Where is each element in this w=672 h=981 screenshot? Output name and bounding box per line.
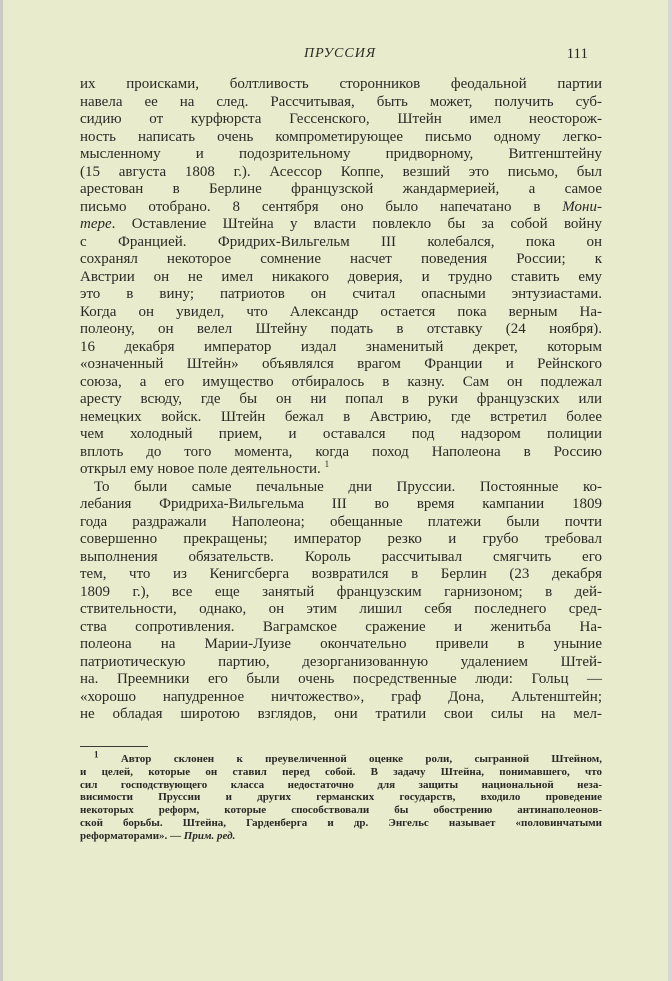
text-line: союза, а его имущество отбиралось в казну. Сам он подлежал xyxy=(80,373,602,390)
page-number: 111 xyxy=(566,46,588,62)
text-line: (15 августа 1808 г.). Асессор Коппе, везший это письмо, был xyxy=(80,163,602,180)
running-head-title: ПРУССИЯ xyxy=(303,46,377,61)
text-line xyxy=(80,479,602,497)
text-line xyxy=(80,216,602,234)
text-segment: письмо отобрано. 8 сентября оно было напечатано в xyxy=(80,198,563,215)
text-line: ность написать очень компрометирующее письмо одному легко- xyxy=(80,128,602,145)
footnote xyxy=(80,749,602,843)
text-line: сидию от курфюрста Гессенского, Штейн имел неосторож- xyxy=(80,111,602,127)
footnote-marker: 1 xyxy=(324,459,330,469)
text-line: немецких войск. Штейн бежал в Австрию, где встретил более xyxy=(80,408,602,425)
text-segment: открыл ему новое поле деятельности. xyxy=(80,461,325,477)
text-segment: реформаторами». — xyxy=(80,829,184,842)
text-line: мысленному и подозрительному придворному, Витгенштейну xyxy=(80,146,602,162)
text-line: сохранял некоторое сомнение насчет поведения России; к xyxy=(80,251,602,267)
italic-text: Мони- xyxy=(562,198,602,215)
text-line xyxy=(80,199,602,217)
text-line: ства сопротивления. Ваграмское сражение и женитьба На- xyxy=(80,618,602,635)
text-line: Когда он увидел, что Александр остается пока верным На- xyxy=(80,303,602,320)
text-line: арестован в Берлине французской жандармерией, а самое xyxy=(80,181,602,197)
text-segment: . Оставление Штейна у власти повлекло бы за собой войну xyxy=(111,216,602,232)
scan-edge-left xyxy=(0,0,3,981)
text-line: совершенно прекращены; император резко и грубо требовал xyxy=(80,531,602,547)
text-line: «хорошо напудренное ничтожество», граф Дона, Альтенштейн; xyxy=(80,688,602,705)
text-line: выполнения обязательств. Король рассчитывал смягчить его xyxy=(80,548,602,565)
text-line: аресту всюду, где бы он ни попал в руки французских или xyxy=(80,391,602,407)
text-line: года раздражали Наполеона; обещанные платежи были почти xyxy=(80,513,602,530)
text-segment: То были самые печальные дни Пруссии. Постоянные ко- xyxy=(94,478,602,495)
footnote-line: и целей, которые он ставил перед собой. В задачу Штейна, понимавшего, что xyxy=(80,765,602,778)
text-line: Австрии он не имел никакого доверия, и трудно ставить ему xyxy=(80,268,602,285)
text-line: вплоть до того момента, когда поход Наполеона в Россию xyxy=(80,443,602,460)
text-line: тем, что из Кенигсберга возвратился в Берлин (23 декабря xyxy=(80,566,602,582)
text-line xyxy=(80,461,602,479)
footnote-line xyxy=(80,749,602,766)
footnote-line: некоторых реформ, которые способствовали бы обострению антинаполеонов- xyxy=(80,804,602,817)
italic-text: Прим. ред. xyxy=(183,829,236,842)
text-line: патриотическую партию, дезорганизованную удалением Штей- xyxy=(80,653,602,670)
text-line: полеону, он велел Штейну подать в отставку (24 ноября). xyxy=(80,321,602,337)
text-line: не обладая широтою взглядов, они тратили свои силы на мел- xyxy=(80,706,602,722)
text-line: на. Преемники его были очень посредственные люди: Гольц — xyxy=(80,671,602,687)
text-line: ствительности, однако, он этим лишил себя последнего сред- xyxy=(80,601,602,617)
footnote-line: сил господствующего класса недостаточно для защиты национальной неза- xyxy=(80,778,602,791)
text-line: с Францией. Фридрих-Вильгельм III колебался, пока он xyxy=(80,233,602,250)
text-line: это в вину; патриотов он считал опасными энтузиастами. xyxy=(80,286,602,302)
text-line: лебания Фридриха-Вильгельма III во время кампании 1809 xyxy=(80,496,602,512)
scan-edge-right xyxy=(668,0,672,981)
footnote-line: ской борьбы. Штейна, Гарденберга и др. Энгельс называет «половинчатыми xyxy=(80,816,602,829)
text-segment: Автор склонен к преувеличенной оценке роли, сыгранной Штейном, xyxy=(98,753,602,765)
text-line: навела ее на след. Рассчитывая, быть может, получить суб- xyxy=(80,93,602,110)
text-line: чем холодный прием, и оставался под надзором полиции xyxy=(80,426,602,442)
text-line: полеона на Марии-Луизе окончательно привели в уныние xyxy=(80,636,602,652)
footnote-marker: 1 xyxy=(94,749,99,760)
text-line: 16 декабря император издал знаменитый декрет, которым xyxy=(80,338,602,355)
footnote-line: висимости Пруссии и других германских государств, входило проведение xyxy=(80,791,602,804)
footnote-line xyxy=(80,830,602,843)
text-line: их происками, болтливость сторонников феодальной партии xyxy=(80,76,602,92)
footnote-divider xyxy=(80,746,148,747)
italic-text: тере xyxy=(80,216,112,232)
body-text xyxy=(80,76,602,724)
text-line: «означенный Штейн» объявлялся врагом Франции и Рейнского xyxy=(80,356,602,372)
text-line: 1809 г.), все еще занятый французским гарнизоном; в дей- xyxy=(80,583,602,600)
